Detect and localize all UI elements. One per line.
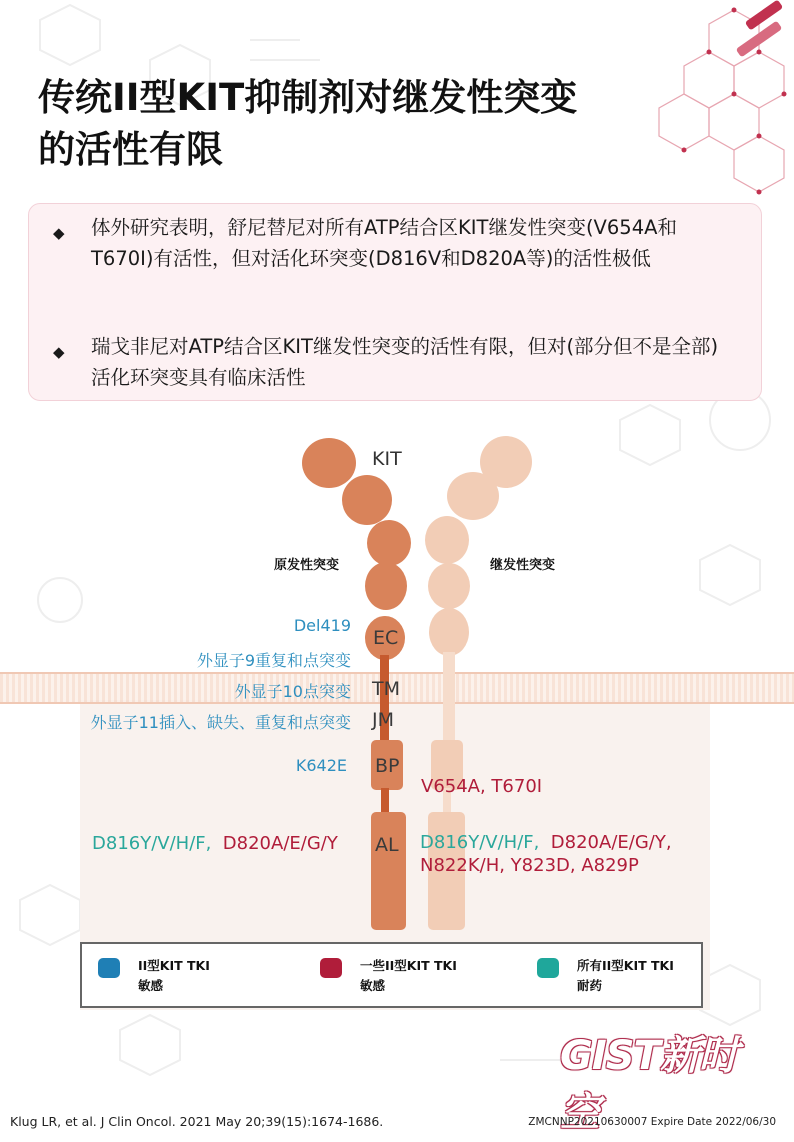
legend-text: [577, 956, 674, 996]
legend-line2: 敏感: [138, 978, 164, 993]
diamond-bullet-icon: ◆: [53, 224, 65, 242]
al-right-red-mutations: D820A/E/G/Y,: [550, 832, 672, 853]
primary-mutation-del419: Del419: [293, 616, 351, 635]
legend-text: [360, 956, 457, 996]
primary-mutation-k642e: K642E: [295, 756, 347, 775]
bullet-text: 瑞戈非尼对ATP结合区KIT继发性突变的活性有限，但对(部分但不是全部)活化环突变具有临床活性: [91, 335, 719, 389]
primary-mutation-exon10: 外显子10点突变: [234, 682, 351, 701]
domain-label-tm: TM: [372, 678, 400, 700]
al-right-teal-mutations: D816Y/V/H/F,: [420, 832, 540, 853]
legend-line1: 一些II型KIT TKI: [360, 958, 457, 973]
bullet-item: [49, 212, 731, 274]
al-left-teal-mutations: D816Y/V/H/F,: [92, 833, 212, 854]
hexagon-decoration: [594, 0, 794, 210]
title-line-1: 传统II型KIT抑制剂对继发性突变: [38, 76, 578, 119]
legend-line1: 所有II型KIT TKI: [577, 958, 674, 973]
legend-swatch-red: [320, 958, 342, 978]
kit-label: KIT: [372, 448, 402, 470]
al-left-red-mutations: D820A/E/G/Y: [222, 833, 338, 854]
legend: [80, 942, 703, 1008]
domain-label-al: AL: [375, 834, 399, 856]
al-left-mutations: [92, 833, 338, 854]
title-line-2: 的活性有限: [38, 128, 223, 171]
document-code: ZMCNNP20210630007 Expire Date 2022/06/30: [528, 1116, 776, 1128]
al-right-mutations-line1: [420, 832, 672, 853]
logo-text: GIST新时空: [560, 1033, 738, 1136]
bp-secondary-mutations: V654A, T670I: [421, 776, 543, 797]
legend-swatch-teal: [537, 958, 559, 978]
legend-line2: 耐药: [577, 978, 603, 993]
legend-swatch-blue: [98, 958, 120, 978]
primary-mutation-exon11: 外显子11插入、缺失、重复和点突变: [90, 713, 351, 732]
domain-label-ec: EC: [373, 627, 399, 649]
legend-line2: 敏感: [360, 978, 386, 993]
legend-line1: II型KIT TKI: [138, 958, 210, 973]
page-title: [38, 72, 577, 176]
primary-mutation-header: 原发性突变: [274, 558, 340, 573]
secondary-mutation-header: 继发性突变: [490, 558, 556, 573]
summary-box: [28, 203, 762, 401]
diamond-bullet-icon: ◆: [53, 343, 65, 361]
al-right-mutations-line2: N822K/H, Y823D, A829P: [420, 855, 639, 876]
legend-text: [138, 956, 210, 996]
bullet-item: [49, 331, 731, 393]
domain-label-bp: BP: [375, 755, 400, 777]
citation: Klug LR, et al. J Clin Oncol. 2021 May 20;39(15):1674-1686.: [10, 1114, 384, 1129]
primary-mutation-exon9: 外显子9重复和点突变: [196, 651, 351, 670]
bullet-text: 体外研究表明，舒尼替尼对所有ATP结合区KIT继发性突变(V654A和T670I)有活性，但对活化环突变(D816V和D820A等)的活性极低: [91, 216, 677, 270]
domain-label-jm: JM: [372, 709, 394, 731]
